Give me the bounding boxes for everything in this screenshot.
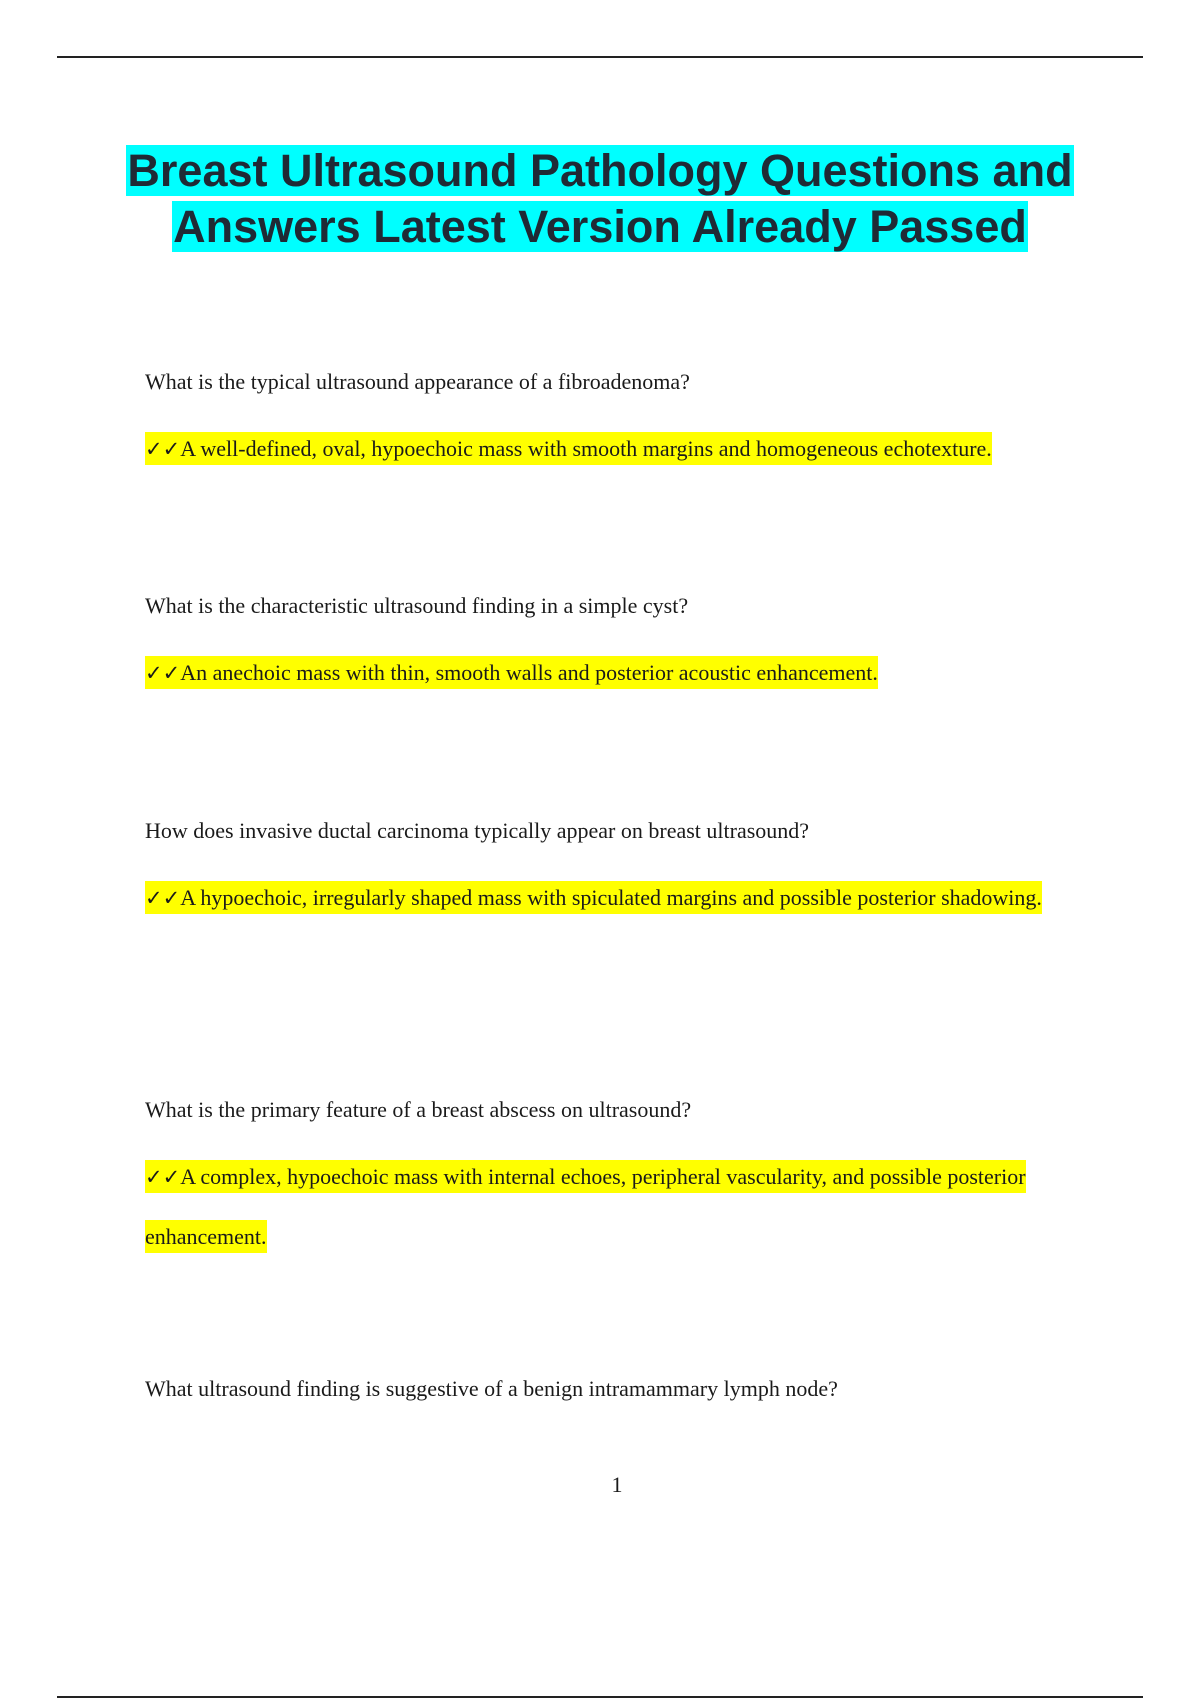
title-text: Breast Ultrasound Pathology Questions and Answers Latest Version Already Passed xyxy=(127,145,1073,252)
answer-body: A well-defined, oval, hypoechoic mass with smooth margins and homogeneous echotexture. xyxy=(180,436,992,461)
top-rule xyxy=(57,56,1143,58)
bottom-rule xyxy=(57,1696,1143,1698)
qa-item-4 xyxy=(145,1095,1085,1267)
page-number: 1 xyxy=(611,1472,623,1497)
answer-body: A hypoechoic, irregularly shaped mass with spiculated margins and possible posterior shadowing. xyxy=(180,885,1042,910)
answer-text xyxy=(145,1147,1085,1267)
qa-item-3 xyxy=(145,816,1085,928)
question-text: What is the typical ultrasound appearance of a fibroadenoma? xyxy=(145,369,690,394)
question-text: What is the primary feature of a breast abscess on ultrasound? xyxy=(145,1097,692,1122)
qa-item-5 xyxy=(145,1374,1085,1404)
check-mark-icon: ✓✓ xyxy=(145,437,181,461)
document-title xyxy=(100,143,1100,255)
question-text: What ultrasound finding is suggestive of a benign intramammary lymph node? xyxy=(145,1376,838,1401)
question-text: What is the characteristic ultrasound finding in a simple cyst? xyxy=(145,593,689,618)
qa-item-2 xyxy=(145,591,1085,703)
qa-item-1 xyxy=(145,367,1085,479)
answer-body: A complex, hypoechoic mass with internal echoes, peripheral vascularity, and possible posterior enhancement. xyxy=(145,1164,1026,1249)
answer-body: An anechoic mass with thin, smooth walls and posterior acoustic enhancement. xyxy=(180,660,878,685)
check-mark-icon: ✓✓ xyxy=(145,886,181,910)
answer-text xyxy=(145,868,1085,928)
check-mark-icon: ✓✓ xyxy=(145,661,181,685)
check-mark-icon: ✓✓ xyxy=(145,1165,181,1189)
question-text: How does invasive ductal carcinoma typically appear on breast ultrasound? xyxy=(145,818,810,843)
answer-text xyxy=(145,419,1085,479)
answer-text xyxy=(145,643,1085,703)
